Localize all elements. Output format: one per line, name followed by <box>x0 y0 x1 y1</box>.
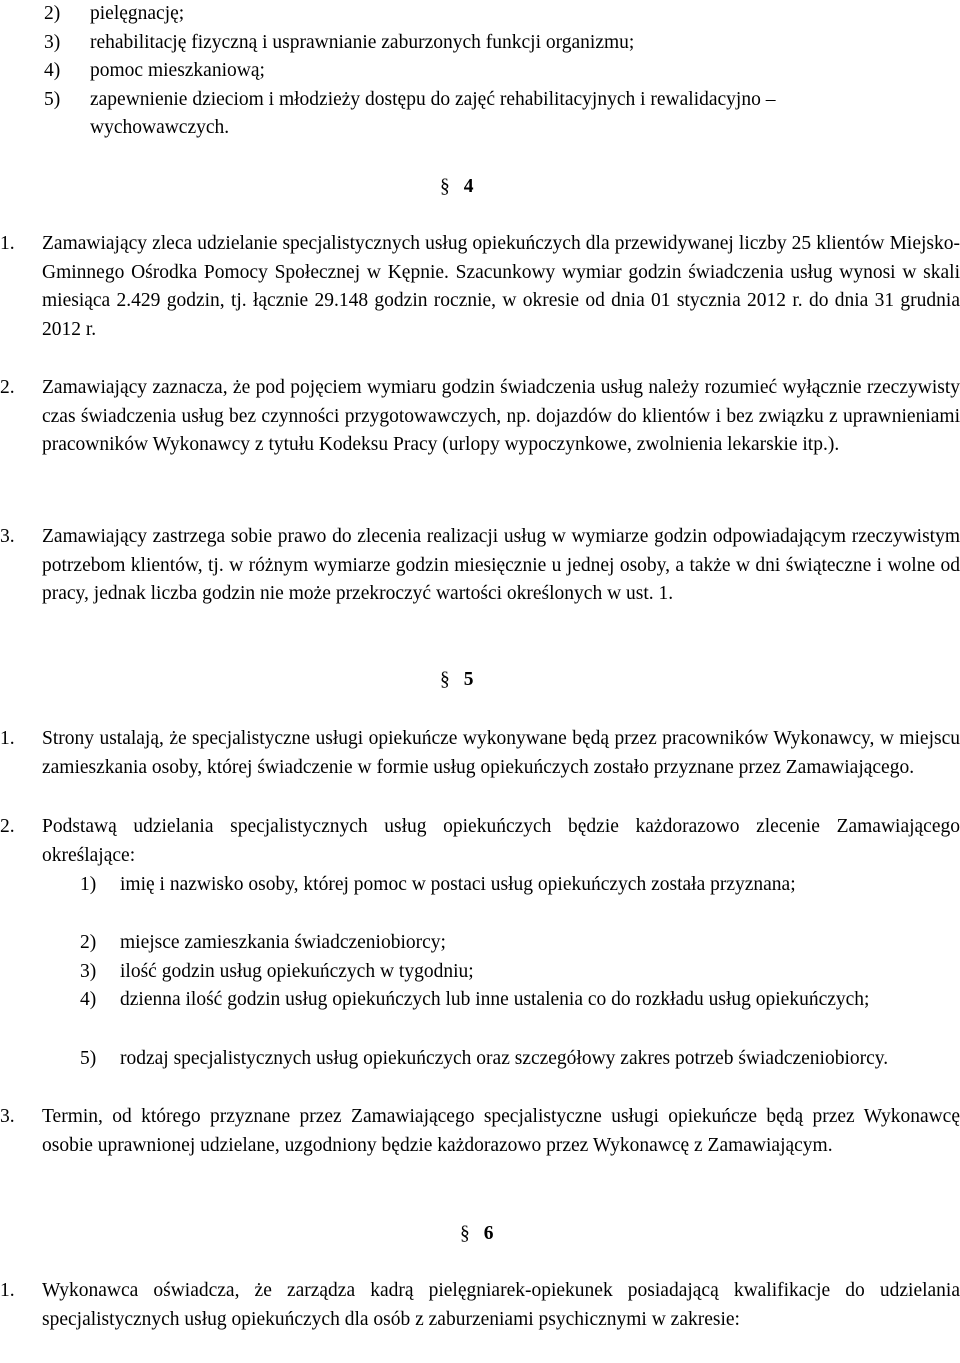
section-number: 5 <box>463 669 474 690</box>
sub-list-item <box>80 986 960 1015</box>
sub-list-item-text: rodzaj specjalistycznych usług opiekuńczych oraz szczegółowy zakres potrzeb świadczeniobiorcy. <box>120 1048 889 1069</box>
sub-list-item-text: ilość godzin usług opiekuńczych w tygodniu; <box>120 961 474 982</box>
section-heading <box>460 1220 494 1249</box>
list-item-text: zapewnienie dzieciom i młodzieży dostępu do zajęć rehabilitacyjnych i rewalidacyjno – wychowawczych. <box>90 88 776 139</box>
list-item <box>44 86 908 143</box>
sub-list-item-text: imię i nazwisko osoby, której pomoc w postaci usług opiekuńczych została przyznana; <box>120 874 796 895</box>
paragraph-number: 3. <box>0 1106 15 1127</box>
sub-list-item <box>80 958 960 987</box>
list-item-text: pomoc mieszkaniową; <box>90 60 265 82</box>
sub-list-item-number: 3) <box>80 961 97 982</box>
sub-list-item-number: 4) <box>80 989 97 1010</box>
list-item <box>44 57 908 86</box>
paragraph <box>0 374 960 460</box>
list-item-text: pielęgnację; <box>90 3 185 24</box>
paragraph <box>0 813 960 870</box>
section-symbol: § <box>460 1223 470 1244</box>
paragraph-number: 1. <box>0 728 15 749</box>
paragraph-number: 2. <box>0 377 15 398</box>
paragraph <box>0 523 960 609</box>
paragraph-text: Wykonawca oświadcza, że zarządza kadrą pielęgniarek-opiekunek posiadającą kwalifikacje do udzielania specjalistycznych usług opiekuńczych dla osób z zaburzeniami psychicznymi w zakresie: <box>42 1280 960 1330</box>
paragraph <box>0 1103 960 1160</box>
paragraph-number: 2. <box>0 816 15 837</box>
paragraph-text: Zamawiający zaznacza, że pod pojęciem wymiaru godzin świadczenia usług należy rozumieć wyłącznie rzeczywisty czas świadczenia usług bez czynności przygotowawczych, np. dojazdów do klientów i bez związku z uprawnieniami pracowników Wykonawcy z tytułu Kodeksu Pracy (urlopy wypoczynkowe, zwolnienia lekarskie itp.). <box>42 377 960 456</box>
list-item-number: 5) <box>44 88 61 110</box>
paragraph <box>0 230 960 344</box>
paragraph-text: Strony ustalają, że specjalistyczne usługi opiekuńcze wykonywane będą przez pracowników Wykonawcy, w miejscu zamieszkania osoby, której świadczenie w formie usług opiekuńczych zostało przyznane przez Zamawiającego. <box>42 728 960 778</box>
list-item-text: rehabilitację fizyczną i usprawnianie zaburzonych funkcji organizmu; <box>90 31 635 53</box>
list-item-number: 3) <box>44 31 61 53</box>
section-symbol: § <box>440 176 450 197</box>
paragraph-number: 1. <box>0 233 15 254</box>
section-heading <box>440 666 474 695</box>
paragraph <box>0 725 960 782</box>
sub-list-item-text: dzienna ilość godzin usług opiekuńczych lub inne ustalenia co do rozkładu usług opiekuńczych; <box>120 989 870 1010</box>
sub-list-item-number: 5) <box>80 1048 97 1069</box>
section-symbol: § <box>440 669 450 690</box>
sub-list-item-number: 2) <box>80 932 97 953</box>
paragraph-text: Podstawą udzielania specjalistycznych usług opiekuńczych będzie każdorazowo zlecenie Zamawiającego określające: <box>42 816 960 866</box>
section-number: 6 <box>483 1223 494 1244</box>
section-heading <box>440 173 474 202</box>
paragraph-number: 1. <box>0 1280 15 1301</box>
paragraph-number: 3. <box>0 526 15 547</box>
section-number: 4 <box>463 176 474 197</box>
sub-list-item <box>80 871 960 900</box>
paragraph <box>0 1277 960 1334</box>
list-item <box>44 29 908 58</box>
paragraph-text: Zamawiający zleca udzielanie specjalistycznych usług opiekuńczych dla przewidywanej liczby 25 klientów Miejsko-Gminnego Ośrodka Pomocy Społecznej w Kępnie. Szacunkowy wymiar godzin świadczenia usług wynosi w skali miesiąca 2.429 godzin, tj. łącznie 29.148 godzin rocznie, w okresie od dnia 01 stycznia 2012 r. do dnia 31 grudnia 2012 r. <box>42 233 960 340</box>
sub-list-item-number: 1) <box>80 874 97 895</box>
list-item-number: 2) <box>44 3 61 24</box>
paragraph-text: Termin, od którego przyznane przez Zamawiającego specjalistyczne usługi opiekuńcze będą przez Wykonawcę osobie uprawnionej udzielane, uzgodniony będzie każdorazowo przez Wykonawcę z Zamawiającym. <box>42 1106 960 1156</box>
list-item <box>44 0 908 29</box>
paragraph-text: Zamawiający zastrzega sobie prawo do zlecenia realizacji usług w wymiarze godzin odpowiadającym rzeczywistym potrzebom klientów, tj. w różnym wymiarze godzin miesięcznie u jednej osoby, a także w dni świąteczne i wolne od pracy, jednak liczba godzin nie może przekroczyć wartości określonych w ust. 1. <box>42 526 960 605</box>
sub-list-item <box>80 929 960 958</box>
sub-list-item-text: miejsce zamieszkania świadczeniobiorcy; <box>120 932 446 953</box>
sub-list-item <box>80 1045 960 1074</box>
list-item-number: 4) <box>44 60 61 82</box>
